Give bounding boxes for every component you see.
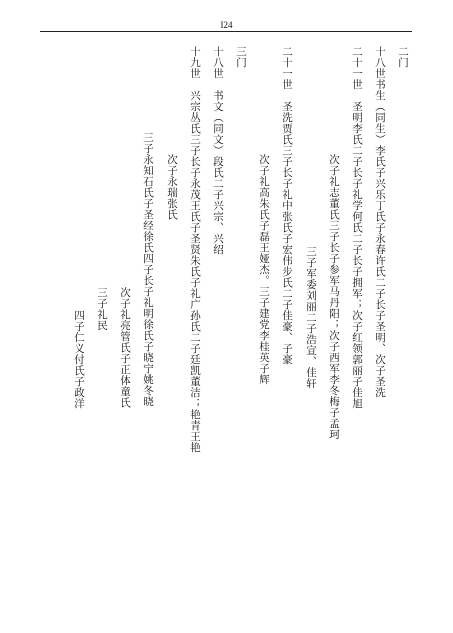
text-column-4: 次子礼志董氏三子长子参军马丹阳；次子西军李冬梅子孟珂 [328,154,340,440]
text-column-13: 次子礼亮管氏子正体童氏 [119,287,131,408]
text-column-12: 三子永知石氏子圣经徐氏四子长子礼明徐氏子晓宁姚冬晓 [142,132,154,407]
header-rule [40,31,412,32]
text-column-14: 三子礼民 [96,287,108,331]
text-column-2: 十八世书生（同生）李氏子兴乐丁氏子永春许氏二子长子圣明、次子圣洗 [374,46,386,398]
text-column-3: 二十一世 圣明李氏二子长子礼学何氏二子长子拥军；次子红领郭丽子佳旭 [351,46,363,409]
text-column-1: 二门 [397,46,409,68]
text-column-11: 次子永瑞张氏 [166,154,178,220]
text-column-9: 十八世 书文（同文）段氏二子兴宗、兴绍 [212,46,224,255]
text-column-7: 次子礼高朱氏子磊王娅杰。三子建党李桂英子辉 [258,154,270,385]
page-number: I24 [220,20,233,30]
text-column-5: 三子军委刘丽二子浩宣、佳轩 [305,246,317,389]
text-column-15: 四子仁义付氏子政洋 [73,310,85,409]
text-column-10: 十九世 兴宗丛氏三子长子永茂王氏子圣贤朱氏子礼广孙氏二子廷凯董洁；艳青王艳 [189,46,201,453]
text-column-8: 三门 [235,46,247,68]
text-column-6: 二十一世 圣洗贾氏三子长子礼中张氏子宏伟步氏二子佳豪、子豪 [281,46,293,365]
